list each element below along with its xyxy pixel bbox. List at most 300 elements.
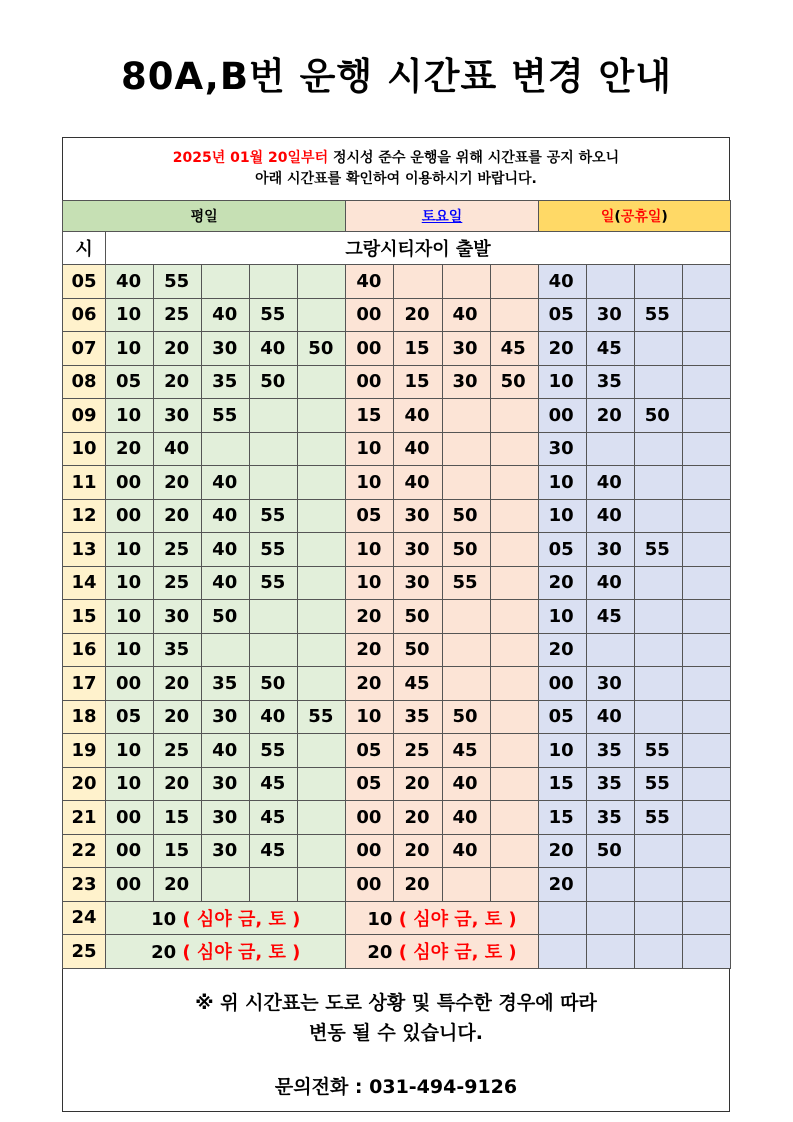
sunday-time-cell: 20: [538, 332, 586, 366]
saturday-time-cell: 20: [394, 868, 442, 902]
sunday-time-cell: [586, 432, 634, 466]
timetable-row: [63, 399, 731, 433]
saturday-time-cell: [490, 700, 538, 734]
sunday-time-cell: 10: [538, 600, 586, 634]
weekday-time-cell: 05: [106, 365, 154, 399]
weekday-time-cell: [250, 399, 298, 433]
sunday-time-cell: 40: [586, 566, 634, 600]
saturday-time-cell: [442, 667, 490, 701]
sunday-time-cell: 20: [538, 633, 586, 667]
sunday-time-cell: 55: [634, 533, 682, 567]
saturday-time-cell: [490, 667, 538, 701]
weekday-time-cell: 30: [154, 399, 202, 433]
saturday-time-cell: 10: [346, 566, 394, 600]
weekday-time-cell: [298, 734, 346, 768]
weekday-time-cell: [298, 801, 346, 835]
timetable-row: [63, 767, 731, 801]
saturday-time-cell: 20: [346, 667, 394, 701]
sunday-time-cell: [682, 834, 730, 868]
weekday-time-cell: [298, 499, 346, 533]
saturday-time-cell: 00: [346, 834, 394, 868]
sunday-time-cell: [586, 265, 634, 299]
saturday-night-cell: [346, 935, 538, 969]
saturday-time-cell: [490, 533, 538, 567]
saturday-time-cell: 20: [394, 298, 442, 332]
sunday-time-cell: [682, 399, 730, 433]
weekday-time-cell: 00: [106, 667, 154, 701]
weekday-header: 평일: [63, 201, 346, 232]
saturday-time-cell: 00: [346, 801, 394, 835]
saturday-time-cell: 45: [394, 667, 442, 701]
saturday-time-cell: 35: [394, 700, 442, 734]
weekday-time-cell: 20: [154, 700, 202, 734]
saturday-time-cell: 15: [394, 365, 442, 399]
notice-date: 2025년 01월 20일부터: [172, 150, 329, 166]
weekday-time-cell: [298, 834, 346, 868]
weekday-time-cell: 50: [250, 667, 298, 701]
hour-cell: 24: [63, 901, 106, 935]
saturday-time-cell: [490, 600, 538, 634]
saturday-time-cell: 30: [394, 499, 442, 533]
holiday-label: 공휴일: [620, 209, 662, 225]
saturday-time-cell: 00: [346, 332, 394, 366]
weekday-night-cell: [106, 935, 346, 969]
weekday-time-cell: 55: [202, 399, 250, 433]
weekday-time-cell: 25: [154, 734, 202, 768]
saturday-time-cell: 20: [346, 633, 394, 667]
sunday-time-cell: [586, 868, 634, 902]
timetable-row: [63, 834, 731, 868]
saturday-time-cell: 10: [346, 432, 394, 466]
page-title: 80A,B번 운행 시간표 변경 안내: [120, 55, 672, 98]
night-note: ( 심야 금, 토 ): [176, 942, 301, 964]
weekday-time-cell: 10: [106, 332, 154, 366]
timetable-row: [63, 499, 731, 533]
night-note: ( 심야 금, 토 ): [392, 908, 517, 930]
saturday-time-cell: [442, 399, 490, 433]
weekday-time-cell: 55: [154, 265, 202, 299]
sunday-time-cell: [634, 432, 682, 466]
sunday-time-cell: [682, 801, 730, 835]
saturday-time-cell: 30: [442, 365, 490, 399]
weekday-time-cell: 10: [106, 767, 154, 801]
weekday-time-cell: 10: [106, 566, 154, 600]
sunday-time-cell: 40: [586, 499, 634, 533]
weekday-time-cell: 40: [202, 734, 250, 768]
sunday-time-cell: [682, 432, 730, 466]
hour-cell: 23: [63, 868, 106, 902]
weekday-time-cell: 20: [154, 365, 202, 399]
saturday-time-cell: 00: [346, 298, 394, 332]
saturday-header: 토요일: [346, 201, 538, 232]
sunday-time-cell: [682, 767, 730, 801]
saturday-time-cell: 45: [442, 734, 490, 768]
weekday-time-cell: 10: [106, 633, 154, 667]
sunday-time-cell: [634, 265, 682, 299]
sunday-time-cell: 20: [586, 399, 634, 433]
saturday-time-cell: 50: [442, 533, 490, 567]
weekday-time-cell: 55: [250, 533, 298, 567]
day-header-row: [63, 201, 731, 232]
weekday-time-cell: 50: [202, 600, 250, 634]
sunday-empty-cell: [682, 901, 730, 935]
sunday-time-cell: [634, 499, 682, 533]
saturday-time-cell: [490, 633, 538, 667]
notice-line-2: 아래 시간표를 확인하여 이용하시기 바랍니다.: [255, 171, 537, 187]
timetable-row: [63, 633, 731, 667]
night-row: [63, 901, 731, 935]
sunday-time-cell: 00: [538, 667, 586, 701]
sunday-time-cell: [682, 365, 730, 399]
weekday-time-cell: 20: [154, 499, 202, 533]
saturday-time-cell: [442, 466, 490, 500]
sunday-time-cell: [634, 667, 682, 701]
sunday-time-cell: 10: [538, 365, 586, 399]
timetable-row: [63, 298, 731, 332]
saturday-time-cell: 10: [346, 700, 394, 734]
sunday-time-cell: 30: [586, 533, 634, 567]
sunday-time-cell: [682, 298, 730, 332]
saturday-time-cell: 00: [346, 365, 394, 399]
notice-line-1-text: 정시성 준수 운행을 위해 시간표를 공지 하오니: [328, 150, 620, 166]
saturday-time-cell: 40: [346, 265, 394, 299]
sunday-time-cell: 55: [634, 767, 682, 801]
sunday-time-cell: 40: [586, 466, 634, 500]
sunday-time-cell: [682, 633, 730, 667]
timetable-row: [63, 667, 731, 701]
saturday-time-cell: 40: [442, 767, 490, 801]
sunday-paren-close: ): [661, 209, 668, 225]
sunday-empty-cell: [634, 901, 682, 935]
saturday-time-cell: 20: [394, 767, 442, 801]
saturday-time-cell: [442, 432, 490, 466]
sunday-time-cell: 10: [538, 499, 586, 533]
weekday-time-cell: [250, 633, 298, 667]
weekday-time-cell: 55: [298, 700, 346, 734]
sunday-paren-open: (: [614, 209, 621, 225]
hour-cell: 12: [63, 499, 106, 533]
weekday-time-cell: 00: [106, 466, 154, 500]
saturday-time-cell: 40: [394, 466, 442, 500]
sunday-time-cell: 05: [538, 298, 586, 332]
hour-cell: 13: [63, 533, 106, 567]
saturday-time-cell: 55: [442, 566, 490, 600]
saturday-time-cell: 20: [394, 834, 442, 868]
sunday-empty-cell: [586, 935, 634, 969]
sunday-time-cell: 00: [538, 399, 586, 433]
sunday-time-cell: 10: [538, 734, 586, 768]
saturday-time-cell: [490, 868, 538, 902]
weekday-time-cell: [298, 667, 346, 701]
timetable-row: [63, 432, 731, 466]
saturday-time-cell: [490, 265, 538, 299]
weekday-time-cell: [202, 265, 250, 299]
sunday-time-cell: 10: [538, 466, 586, 500]
hour-cell: 18: [63, 700, 106, 734]
sunday-time-cell: 40: [538, 265, 586, 299]
sunday-time-cell: 20: [538, 566, 586, 600]
weekday-time-cell: 40: [202, 566, 250, 600]
sunday-time-cell: [634, 600, 682, 634]
sunday-time-cell: 30: [586, 667, 634, 701]
night-row: [63, 935, 731, 969]
sunday-time-cell: 45: [586, 332, 634, 366]
saturday-time-cell: [490, 767, 538, 801]
weekday-time-cell: 35: [154, 633, 202, 667]
sunday-time-cell: [586, 633, 634, 667]
sunday-time-cell: 35: [586, 767, 634, 801]
footer-line-1: ※ 위 시간표는 도로 상황 및 특수한 경우에 따라: [195, 992, 597, 1014]
saturday-time-cell: 40: [442, 298, 490, 332]
weekday-time-cell: [250, 265, 298, 299]
saturday-time-cell: [490, 298, 538, 332]
weekday-time-cell: 35: [202, 365, 250, 399]
sunday-time-cell: [634, 868, 682, 902]
weekday-time-cell: [298, 533, 346, 567]
saturday-time-cell: 00: [346, 868, 394, 902]
origin-row: [63, 232, 731, 265]
night-time: 20: [367, 942, 393, 964]
sunday-time-cell: [682, 566, 730, 600]
sunday-time-cell: [682, 499, 730, 533]
weekday-time-cell: 40: [154, 432, 202, 466]
night-time: 10: [151, 908, 177, 930]
weekday-time-cell: 00: [106, 868, 154, 902]
sunday-time-cell: [634, 365, 682, 399]
weekday-time-cell: 30: [202, 332, 250, 366]
saturday-time-cell: 20: [394, 801, 442, 835]
hour-cell: 17: [63, 667, 106, 701]
weekday-time-cell: [298, 298, 346, 332]
weekday-time-cell: 50: [250, 365, 298, 399]
timetable-row: [63, 332, 731, 366]
weekday-time-cell: 10: [106, 600, 154, 634]
hour-cell: 16: [63, 633, 106, 667]
weekday-time-cell: 25: [154, 298, 202, 332]
weekday-time-cell: 45: [250, 834, 298, 868]
weekday-time-cell: 50: [298, 332, 346, 366]
weekday-time-cell: 45: [250, 801, 298, 835]
weekday-time-cell: [250, 432, 298, 466]
weekday-time-cell: 20: [154, 767, 202, 801]
sunday-time-cell: 30: [586, 298, 634, 332]
notice-box: [62, 137, 730, 201]
weekday-time-cell: [202, 868, 250, 902]
sunday-time-cell: 50: [586, 834, 634, 868]
saturday-time-cell: [490, 734, 538, 768]
saturday-time-cell: [394, 265, 442, 299]
sunday-time-cell: 55: [634, 801, 682, 835]
saturday-time-cell: 45: [490, 332, 538, 366]
hour-cell: 14: [63, 566, 106, 600]
weekday-time-cell: [298, 432, 346, 466]
saturday-time-cell: [442, 600, 490, 634]
saturday-time-cell: 40: [442, 834, 490, 868]
weekday-time-cell: 10: [106, 734, 154, 768]
sunday-time-cell: [634, 700, 682, 734]
night-note: ( 심야 금, 토 ): [176, 908, 301, 930]
weekday-time-cell: 05: [106, 700, 154, 734]
weekday-time-cell: [250, 868, 298, 902]
saturday-time-cell: 20: [346, 600, 394, 634]
saturday-time-cell: [442, 868, 490, 902]
saturday-time-cell: 50: [442, 700, 490, 734]
sunday-time-cell: [682, 600, 730, 634]
weekday-time-cell: [202, 432, 250, 466]
sunday-time-cell: 05: [538, 533, 586, 567]
weekday-time-cell: [298, 466, 346, 500]
sunday-empty-cell: [682, 935, 730, 969]
weekday-time-cell: 40: [202, 533, 250, 567]
weekday-time-cell: 55: [250, 298, 298, 332]
sunday-time-cell: [634, 466, 682, 500]
weekday-time-cell: [250, 600, 298, 634]
saturday-time-cell: 15: [394, 332, 442, 366]
saturday-night-cell: [346, 901, 538, 935]
hour-cell: 21: [63, 801, 106, 835]
weekday-time-cell: 55: [250, 499, 298, 533]
weekday-time-cell: [250, 466, 298, 500]
hour-cell: 05: [63, 265, 106, 299]
weekday-time-cell: 30: [202, 801, 250, 835]
sunday-time-cell: 15: [538, 767, 586, 801]
sunday-time-cell: 35: [586, 365, 634, 399]
weekday-time-cell: 35: [202, 667, 250, 701]
weekday-time-cell: [298, 566, 346, 600]
timetable-row: [63, 700, 731, 734]
weekday-time-cell: 25: [154, 566, 202, 600]
weekday-time-cell: 20: [154, 868, 202, 902]
weekday-time-cell: 15: [154, 834, 202, 868]
saturday-time-cell: 50: [442, 499, 490, 533]
hour-cell: 08: [63, 365, 106, 399]
sunday-time-cell: 20: [538, 868, 586, 902]
weekday-time-cell: [298, 265, 346, 299]
saturday-time-cell: [442, 633, 490, 667]
saturday-time-cell: [490, 466, 538, 500]
weekday-time-cell: 00: [106, 499, 154, 533]
weekday-time-cell: 00: [106, 801, 154, 835]
sunday-time-cell: [682, 667, 730, 701]
saturday-time-cell: 10: [346, 466, 394, 500]
footer-line-2: 변동 될 수 있습니다.: [309, 1022, 483, 1044]
saturday-time-cell: [490, 566, 538, 600]
weekday-time-cell: 20: [154, 667, 202, 701]
sunday-empty-cell: [538, 935, 586, 969]
night-time: 10: [367, 908, 393, 930]
contact-phone: 문의전화 : 031-494-9126: [274, 1076, 518, 1098]
timetable-row: [63, 801, 731, 835]
weekday-time-cell: 55: [250, 734, 298, 768]
sunday-time-cell: [634, 566, 682, 600]
weekday-time-cell: [298, 399, 346, 433]
weekday-time-cell: 30: [202, 834, 250, 868]
weekday-time-cell: 40: [202, 499, 250, 533]
sunday-time-cell: 35: [586, 801, 634, 835]
weekday-time-cell: 30: [202, 767, 250, 801]
saturday-time-cell: 15: [346, 399, 394, 433]
saturday-time-cell: [490, 499, 538, 533]
weekday-time-cell: 55: [250, 566, 298, 600]
saturday-time-cell: 50: [394, 600, 442, 634]
sunday-empty-cell: [538, 901, 586, 935]
weekday-time-cell: 40: [250, 332, 298, 366]
origin-label: 그랑시티자이 출발: [106, 232, 731, 265]
saturday-time-cell: 30: [394, 533, 442, 567]
sunday-empty-cell: [586, 901, 634, 935]
sunday-time-cell: [682, 332, 730, 366]
sunday-time-cell: 05: [538, 700, 586, 734]
sunday-time-cell: 15: [538, 801, 586, 835]
hour-cell: 09: [63, 399, 106, 433]
weekday-time-cell: 40: [106, 265, 154, 299]
sunday-time-cell: 40: [586, 700, 634, 734]
saturday-time-cell: 50: [490, 365, 538, 399]
hour-cell: 06: [63, 298, 106, 332]
night-time: 20: [151, 942, 177, 964]
saturday-time-cell: [490, 432, 538, 466]
weekday-time-cell: 10: [106, 399, 154, 433]
sunday-time-cell: [682, 466, 730, 500]
saturday-time-cell: 05: [346, 499, 394, 533]
sunday-time-cell: 30: [538, 432, 586, 466]
notice-line-1: [173, 148, 619, 169]
timetable-row: [63, 566, 731, 600]
timetable-row: [63, 466, 731, 500]
sunday-time-cell: 20: [538, 834, 586, 868]
weekday-time-cell: 45: [250, 767, 298, 801]
weekday-time-cell: [202, 633, 250, 667]
timetable-row: [63, 365, 731, 399]
saturday-time-cell: 25: [394, 734, 442, 768]
sunday-time-cell: 35: [586, 734, 634, 768]
hour-cell: 20: [63, 767, 106, 801]
saturday-time-cell: 05: [346, 734, 394, 768]
weekday-time-cell: [298, 767, 346, 801]
sunday-time-cell: [634, 633, 682, 667]
sunday-time-cell: [682, 265, 730, 299]
saturday-time-cell: 50: [394, 633, 442, 667]
weekday-time-cell: [298, 868, 346, 902]
sunday-time-cell: 55: [634, 734, 682, 768]
hour-cell: 22: [63, 834, 106, 868]
sunday-header: [538, 201, 730, 232]
saturday-time-cell: 10: [346, 533, 394, 567]
weekday-time-cell: 30: [202, 700, 250, 734]
weekday-time-cell: [298, 633, 346, 667]
saturday-time-cell: [490, 834, 538, 868]
weekday-time-cell: 40: [250, 700, 298, 734]
sunday-time-cell: 55: [634, 298, 682, 332]
sunday-time-cell: [682, 868, 730, 902]
sunday-time-cell: [682, 734, 730, 768]
saturday-time-cell: 30: [442, 332, 490, 366]
sunday-empty-cell: [634, 935, 682, 969]
saturday-time-cell: 05: [346, 767, 394, 801]
hour-cell: 10: [63, 432, 106, 466]
weekday-time-cell: 15: [154, 801, 202, 835]
hour-column-label: 시: [63, 232, 106, 265]
timetable-row: [63, 868, 731, 902]
saturday-time-cell: [490, 399, 538, 433]
weekday-time-cell: 20: [106, 432, 154, 466]
weekday-time-cell: 30: [154, 600, 202, 634]
weekday-time-cell: [298, 365, 346, 399]
timetable-row: [63, 600, 731, 634]
weekday-time-cell: [298, 600, 346, 634]
sunday-time-cell: [682, 700, 730, 734]
timetable-row: [63, 533, 731, 567]
